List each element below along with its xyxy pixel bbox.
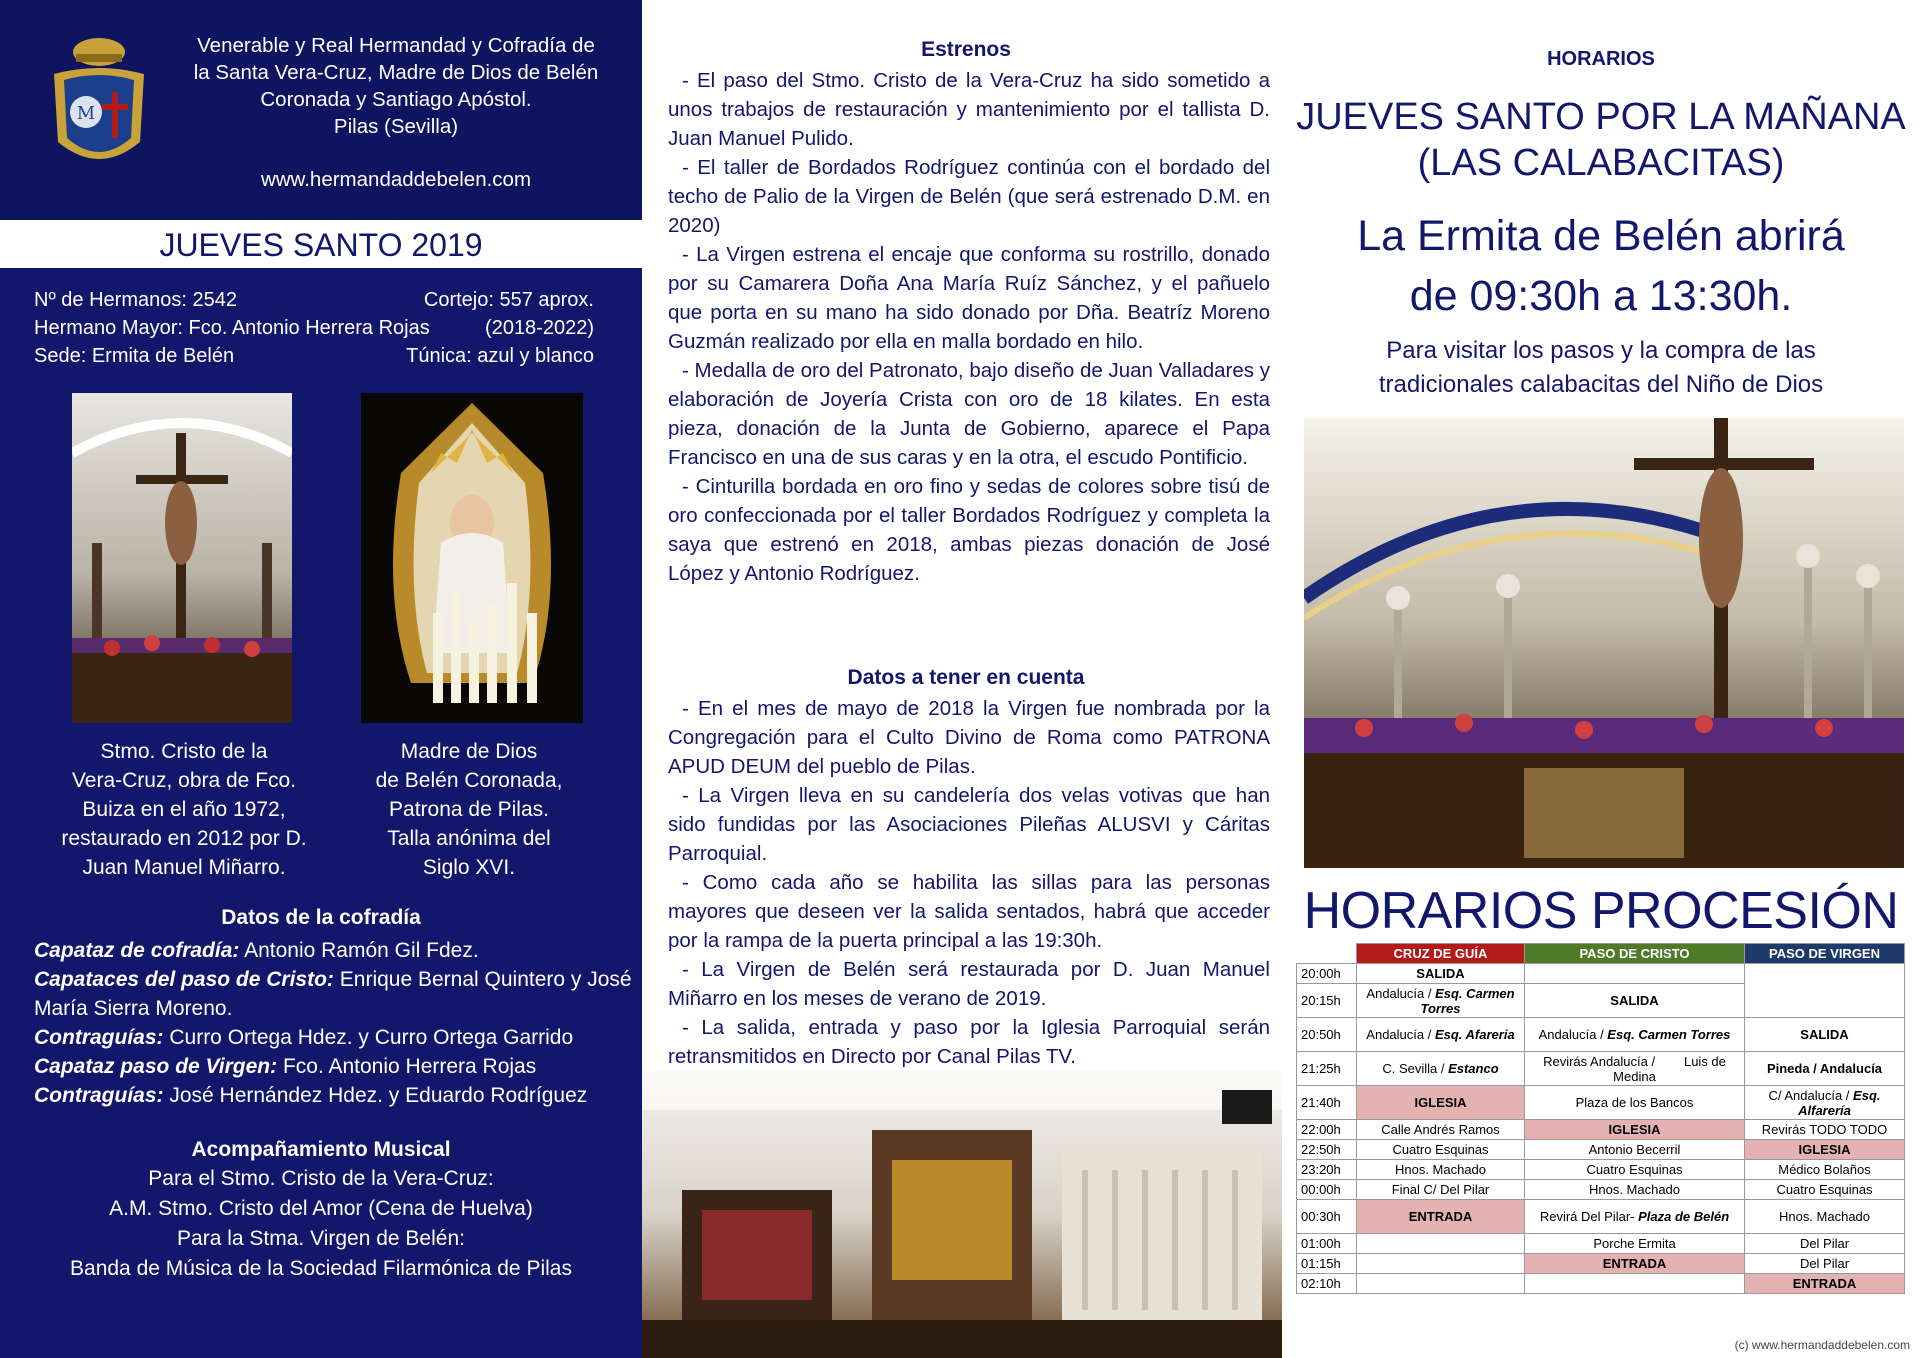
virgen-cell: [1745, 964, 1905, 1018]
table-row: [1297, 1180, 1905, 1200]
cofradia-item: [34, 936, 634, 965]
caption-line: Stmo. Cristo de la: [100, 740, 268, 763]
virgen-cell: Cuatro Esquinas: [1745, 1180, 1905, 1200]
estrenos-text: [668, 66, 1270, 588]
musica-line: Para el Stmo. Cristo de la Vera-Cruz:: [148, 1167, 494, 1190]
cell-text: Andalucía /: [1366, 1027, 1435, 1042]
virgen-cell: Hnos. Machado: [1745, 1200, 1905, 1234]
cristo-cell: [1525, 1274, 1745, 1294]
musica-line: Banda de Música de la Sociedad Filarmónica de Pilas: [70, 1257, 572, 1280]
cell-emph: Plaza de Belén: [1638, 1209, 1730, 1224]
paso-cristo-photo: [1304, 418, 1904, 868]
cell-text: C. Sevilla /: [1382, 1061, 1449, 1076]
time-cell: 00:00h: [1297, 1180, 1357, 1200]
datos-title: Datos a tener en cuenta: [847, 666, 1085, 689]
time-cell: 22:00h: [1297, 1120, 1357, 1140]
cofradia-value: Curro Ortega Hdez. y Curro Ortega Garrido: [163, 1026, 574, 1049]
ermita-interior-photo: [642, 1070, 1282, 1358]
cofradia-label: Capataz paso de Virgen:: [34, 1055, 278, 1078]
estrenos-item: - Medalla de oro del Patronato, bajo diseño de Juan Valladares y elaboración de Joyería Crista con oro de 18 kilates. En esta pieza, donación de la Junta de Gobierno, aparece el Papa Francisco en una de sus caras y en la otra, el escudo Pontificio.: [668, 359, 1270, 469]
org-line: la Santa Vera-Cruz, Madre de Dios de Belén: [193, 61, 599, 84]
visit-line: Para visitar los pasos y la compra de las: [1386, 337, 1816, 364]
procesion-title: HORARIOS PROCESIÓN: [1303, 882, 1899, 940]
table-row: [1297, 1234, 1905, 1254]
visit-note: [1282, 334, 1920, 402]
table-corner: [1297, 944, 1357, 964]
caption-line: Siglo XVI.: [422, 856, 516, 879]
org-line: Coronada y Santiago Apóstol.: [260, 88, 532, 111]
estrenos-item: - La Virgen estrena el encaje que conforma su rostrillo, donado por su Camarera Doña Ana María Ruíz Sánchez, y el pañuelo que porta en su mano ha sido donado por Dña. Beatríz Moreno Guzmán realizado por ella en malla bordado en hilo.: [668, 243, 1270, 353]
ermita-line: de 09:30h a 13:30h.: [1409, 272, 1793, 320]
left-header: [0, 0, 642, 220]
caption-line: Patrona de Pilas.: [389, 798, 549, 821]
cofradia-list: [34, 936, 634, 1110]
virgen-cell: Del Pilar: [1745, 1234, 1905, 1254]
cristo-cell: Revirás Andalucía / Luis de Medina: [1525, 1052, 1745, 1086]
cristo-cell: [1525, 1018, 1745, 1052]
cristo-cell: [1525, 1200, 1745, 1234]
cell-text: Andalucía /: [1538, 1027, 1608, 1042]
cell-emph: Esq. Afareria: [1434, 1027, 1515, 1042]
caption-line: Buiza en el año 1972,: [82, 798, 286, 821]
caption-line: Juan Manuel Miñarro.: [82, 856, 286, 879]
musica-title: Acompañamiento Musical: [191, 1138, 451, 1161]
cofradia-item: [34, 1081, 634, 1110]
virgen-cell: IGLESIA: [1745, 1140, 1905, 1160]
virgen-cell: [1745, 1086, 1905, 1120]
virgen-photo: [361, 393, 583, 723]
cofradia-value: Enrique Bernal Quintero y José María Sierra Moreno.: [34, 968, 632, 1020]
table-row: [1297, 1120, 1905, 1140]
estrenos-item: - El paso del Stmo. Cristo de la Vera-Cruz ha sido sometido a unos trabajos de restauración y mantenimiento por el tallista D. Juan Manuel Pulido.: [668, 69, 1270, 150]
table-row: [1297, 1254, 1905, 1274]
cristo-cell: Antonio Becerril: [1525, 1140, 1745, 1160]
time-cell: 00:30h: [1297, 1200, 1357, 1234]
datos-text: [668, 694, 1270, 1129]
datos-item: - La Virgen de Belén será restaurada por D. Juan Manuel Miñarro en los meses de verano de 2019.: [668, 958, 1270, 1010]
datos-item: - La Virgen lleva en su candelería dos velas votivas que han sido fundidas por las Asociaciones Pileñas ALUSVI y Cáritas Parroquial.: [668, 784, 1270, 865]
stat-hermano-mayor: Hermano Mayor: Fco. Antonio Herrera Rojas: [34, 317, 430, 339]
horarios-label: HORARIOS: [1547, 48, 1655, 70]
table-row: [1297, 964, 1905, 984]
musica-list: [0, 1164, 642, 1284]
cofradia-label: Capataz de cofradía:: [34, 939, 240, 962]
cell-emph: Esq. Carmen Torres: [1607, 1027, 1731, 1042]
time-cell: 01:00h: [1297, 1234, 1357, 1254]
cristo-cell: Porche Ermita: [1525, 1234, 1745, 1254]
time-cell: 20:00h: [1297, 964, 1357, 984]
table-row: [1297, 1160, 1905, 1180]
time-cell: 21:25h: [1297, 1052, 1357, 1086]
virgen-cell: SALIDA: [1745, 1018, 1905, 1052]
estrenos-item: - El taller de Bordados Rodríguez continúa con el bordado del techo de Palio de la Virgen de Belén (que será estrenado D.M. en 2020): [668, 156, 1270, 237]
cristo-cell: SALIDA: [1525, 984, 1745, 1018]
virgen-cell: Revirás TODO TODO: [1745, 1120, 1905, 1140]
caption-line: restaurado en 2012 por D.: [61, 827, 307, 850]
cofradia-label: Contraguías:: [34, 1084, 164, 1107]
virgen-cell: ENTRADA: [1745, 1274, 1905, 1294]
cruz-cell: [1357, 1254, 1525, 1274]
cruz-cell: Final C/ Del Pilar: [1357, 1180, 1525, 1200]
cofradia-title: Datos de la cofradía: [221, 906, 421, 929]
hermandad-crest-icon: [36, 34, 162, 176]
cell-emph: Esq. Carmen Torres: [1420, 985, 1515, 1016]
cruz-cell: SALIDA: [1357, 964, 1525, 984]
copyright-credit: (c) www.hermandaddebelen.com: [1734, 1338, 1910, 1352]
header-paso-de-cristo: PASO DE CRISTO: [1525, 944, 1745, 964]
time-cell: 01:15h: [1297, 1254, 1357, 1274]
table-row: [1297, 1018, 1905, 1052]
jueves-line: (LAS CALABACITAS): [1417, 142, 1785, 184]
cofradia-label: Capataces del paso de Cristo:: [34, 968, 334, 991]
cell-emph: Estanco: [1448, 1061, 1499, 1076]
cruz-cell: [1357, 1234, 1525, 1254]
caption-line: Talla anónima del: [387, 827, 551, 850]
time-cell: 21:40h: [1297, 1086, 1357, 1120]
jueves-manana-title: [1282, 94, 1920, 186]
time-cell: 22:50h: [1297, 1140, 1357, 1160]
musica-line: Para la Stma. Virgen de Belén:: [177, 1227, 465, 1250]
cofradia-item: [34, 1023, 634, 1052]
org-line: Venerable y Real Hermandad y Cofradía de: [197, 34, 595, 57]
header-paso-de-virgen: PASO DE VIRGEN: [1745, 944, 1905, 964]
table-row: [1297, 1200, 1905, 1234]
stat-tunica: Túnica: azul y blanco: [406, 345, 594, 367]
cristo-photo: [72, 393, 292, 723]
table-row: [1297, 1086, 1905, 1120]
caption-line: Madre de Dios: [400, 740, 538, 763]
cofradia-item: [34, 965, 634, 1023]
header-cruz-de-guia: CRUZ DE GUÍA: [1357, 944, 1525, 964]
cell-text: Andalucía /: [1366, 985, 1436, 1001]
caption-line: Vera-Cruz, obra de Fco.: [71, 769, 297, 792]
cruz-cell: [1357, 1052, 1525, 1086]
event-title: JUEVES SANTO 2019: [0, 220, 642, 268]
org-line: Pilas (Sevilla): [333, 115, 459, 138]
svg-text:M: M: [76, 103, 96, 124]
cofradia-value: Antonio Ramón Gil Fdez.: [239, 939, 479, 962]
cristo-cell: [1525, 964, 1745, 984]
visit-line: tradicionales calabacitas del Niño de Dios: [1378, 371, 1824, 398]
cruz-cell: [1357, 1018, 1525, 1052]
cell-text: C/ Andalucía /: [1768, 1087, 1854, 1103]
time-cell: 20:15h: [1297, 984, 1357, 1018]
jueves-line: JUEVES SANTO POR LA MAÑANA: [1296, 96, 1906, 138]
time-cell: 23:20h: [1297, 1160, 1357, 1180]
datos-item: - La salida, entrada y paso por la Iglesia Parroquial serán retransmitidos en Directo por Canal Pilas TV.: [668, 1016, 1270, 1068]
table-row: [1297, 1140, 1905, 1160]
hermandad-stats: [34, 286, 594, 370]
cristo-cell: Plaza de los Bancos: [1525, 1086, 1745, 1120]
cruz-cell: Hnos. Machado: [1357, 1160, 1525, 1180]
left-panel: [0, 0, 642, 1358]
cristo-cell: Cuatro Esquinas: [1525, 1160, 1745, 1180]
virgen-cell: Pineda / Andalucía: [1745, 1052, 1905, 1086]
virgen-caption: [334, 737, 604, 882]
stat-periodo: (2018-2022): [485, 317, 594, 339]
ermita-hours: [1282, 206, 1920, 326]
table-header-row: [1297, 944, 1905, 964]
caption-line: de Belén Coronada,: [375, 769, 563, 792]
time-cell: 02:10h: [1297, 1274, 1357, 1294]
stat-cortejo: Cortejo: 557 aprox.: [423, 289, 594, 311]
cruz-cell: [1357, 984, 1525, 1018]
stat-sede: Sede: Ermita de Belén: [34, 345, 235, 367]
organization-name: [176, 32, 616, 140]
datos-item: - Como cada año se habilita las sillas para las personas mayores que deseen ver la salida sentados, habrá que acceder por la rampa de la puerta principal a las 19:30h.: [668, 871, 1270, 952]
musica-line: A.M. Stmo. Cristo del Amor (Cena de Huelva): [109, 1197, 533, 1220]
table-row: [1297, 1052, 1905, 1086]
ermita-line: La Ermita de Belén abrirá: [1357, 212, 1845, 260]
cell-text: Revirá Del Pilar-: [1539, 1209, 1639, 1224]
estrenos-title: Estrenos: [921, 38, 1011, 61]
datos-item: - En el mes de mayo de 2018 la Virgen fue nombrada por la Congregación para el Culto Divino de Roma como PATRONA APUD DEUM del pueblo de Pilas.: [668, 697, 1270, 778]
cristo-caption: [34, 737, 334, 882]
estrenos-item: - Cinturilla bordada en oro fino y sedas de colores sobre tisú de oro confeccionada por el taller Bordados Rodríguez y completa la saya que estrenó en 2018, ambas piezas donación de José López y Antonio Rodríguez.: [668, 475, 1270, 585]
cruz-cell: Calle Andrés Ramos: [1357, 1120, 1525, 1140]
cruz-cell: IGLESIA: [1357, 1086, 1525, 1120]
table-row: [1297, 1274, 1905, 1294]
cofradia-item: [34, 1052, 634, 1081]
cristo-cell: Hnos. Machado: [1525, 1180, 1745, 1200]
cristo-cell: ENTRADA: [1525, 1254, 1745, 1274]
schedule-table: [1296, 943, 1905, 1294]
middle-panel: [642, 0, 1282, 1358]
cofradia-value: Fco. Antonio Herrera Rojas: [277, 1055, 537, 1078]
time-cell: 20:50h: [1297, 1018, 1357, 1052]
cofradia-value: José Hernández Hdez. y Eduardo Rodríguez: [163, 1084, 588, 1107]
cristo-cell: IGLESIA: [1525, 1120, 1745, 1140]
cruz-cell: [1357, 1274, 1525, 1294]
website-link[interactable]: www.hermandaddebelen.com: [260, 168, 532, 191]
virgen-cell: Médico Bolaños: [1745, 1160, 1905, 1180]
cell-emph: Esq. Alfarería: [1798, 1087, 1881, 1118]
virgen-cell: Del Pilar: [1745, 1254, 1905, 1274]
cruz-cell: ENTRADA: [1357, 1200, 1525, 1234]
cruz-cell: Cuatro Esquinas: [1357, 1140, 1525, 1160]
cofradia-label: Contraguías:: [34, 1026, 164, 1049]
stat-hermanos: Nº de Hermanos: 2542: [34, 289, 237, 311]
